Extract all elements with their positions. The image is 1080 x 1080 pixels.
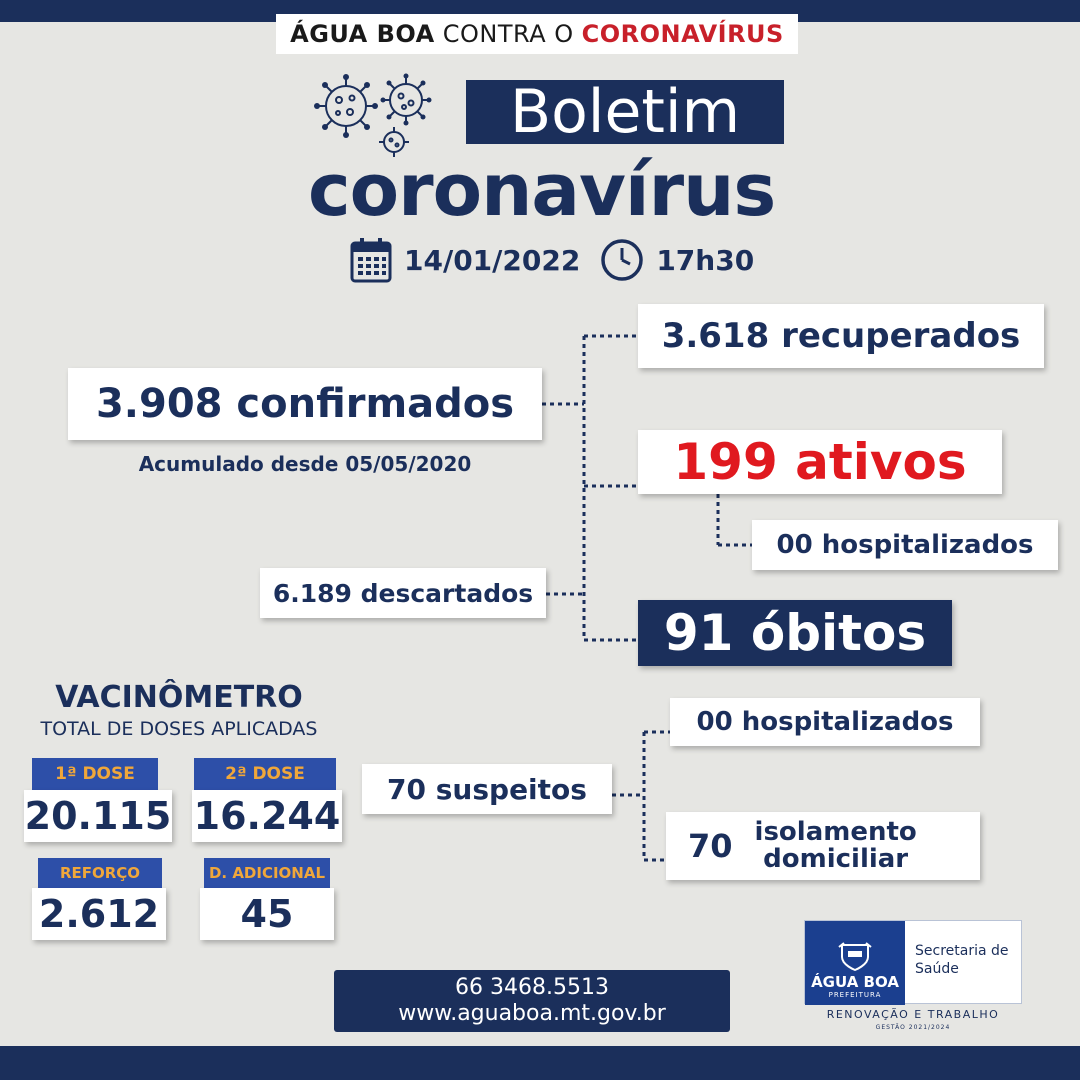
city-crest-icon [838, 941, 872, 971]
bulletin-time: 17h30 [656, 243, 755, 277]
active-count: 199 ativos [673, 433, 967, 491]
prefeitura-label: PREFEITURA [828, 991, 882, 999]
bottom-bar [0, 1046, 1080, 1080]
dose2-label: 2ª DOSE [194, 758, 336, 790]
banner-against: CONTRA O [442, 20, 574, 48]
suspects-hospitalized-card [670, 698, 980, 746]
booster-label: REFORÇO [38, 858, 162, 888]
confirmed-count: 3.908 confirmados [95, 381, 515, 427]
deaths-count: 91 óbitos [663, 604, 927, 662]
tagline: RENOVAÇÃO E TRABALHO [826, 1008, 1000, 1021]
additional-dose-value: 45 [200, 888, 334, 940]
booster-value: 2.612 [32, 888, 166, 940]
additional-dose-label: D. ADICIONAL [204, 858, 330, 888]
active-hospitalized-count: 00 hospitalizados [776, 530, 1034, 560]
recovered-card [638, 304, 1044, 368]
contact-box [334, 970, 730, 1032]
dose1-label: 1ª DOSE [32, 758, 158, 790]
home-isolation-label-2: domiciliar [763, 844, 909, 874]
coronavirus-title: coronavírus [308, 148, 776, 232]
discarded-card [260, 568, 546, 618]
recovered-count: 3.618 recuperados [661, 316, 1021, 356]
contact-phone: 66 3468.5513 [455, 974, 609, 1000]
banner-city: ÁGUA BOA [290, 20, 435, 48]
dose1-value: 20.115 [24, 790, 172, 842]
active-hospitalized-card [752, 520, 1058, 570]
discarded-count: 6.189 descartados [272, 578, 534, 608]
administration-term: GESTÃO 2021/2024 [875, 1024, 951, 1031]
prefeitura-logo [804, 920, 1022, 1004]
city-logo-panel [805, 921, 905, 1005]
health-secretariat [915, 943, 1009, 978]
banner-coronavirus: CORONAVÍRUS [581, 20, 784, 48]
boletim-title: Boletim [509, 77, 741, 147]
city-name: ÁGUA BOA [811, 973, 899, 991]
dose2-value: 16.244 [192, 790, 342, 842]
suspects-count: 70 suspeitos [387, 772, 587, 806]
secretariat-line-2: Saúde [915, 960, 959, 977]
secretariat-line-1: Secretaria de [915, 943, 1009, 959]
confirmed-card [68, 368, 542, 440]
suspects-hospitalized-count: 00 hospitalizados [696, 707, 954, 737]
vaccinometer-title: VACINÔMETRO [55, 680, 303, 715]
suspects-card [362, 764, 612, 814]
home-isolation-label-1: isolamento [754, 816, 917, 847]
confirmed-note: Acumulado desde 05/05/2020 [138, 452, 472, 476]
active-card [638, 430, 1002, 494]
bulletin-date: 14/01/2022 [404, 243, 581, 277]
contact-website[interactable]: www.aguaboa.mt.gov.br [398, 1001, 666, 1026]
home-isolation-card [666, 812, 980, 880]
home-isolation-count: 70 [688, 827, 733, 865]
vaccinometer-subtitle: TOTAL DE DOSES APLICADAS [40, 718, 318, 740]
deaths-card [638, 600, 952, 666]
